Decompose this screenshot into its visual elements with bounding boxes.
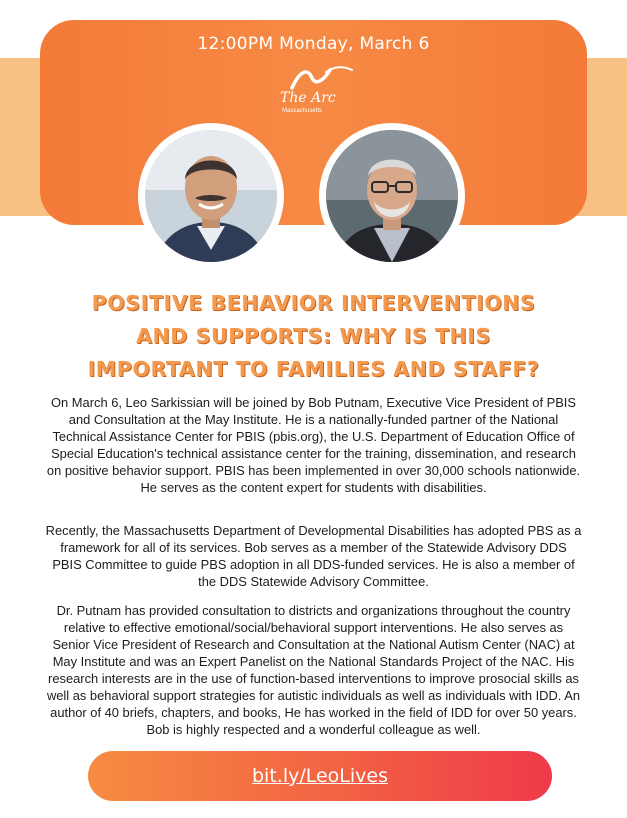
title-line: IMPORTANT TO FAMILIES AND STAFF?: [87, 357, 540, 381]
speaker-photo-leo: [138, 123, 284, 269]
logo-subtitle: Massachusetts: [282, 108, 323, 114]
title-line: AND SUPPORTS: WHY IS THIS: [136, 324, 491, 348]
title-line: POSITIVE BEHAVIOR INTERVENTIONS: [91, 291, 536, 315]
portrait-bob-putnam: [326, 130, 458, 262]
cta-banner[interactable]: [88, 751, 552, 801]
description-paragraph-1: On March 6, Leo Sarkissian will be joined by Bob Putnam, Executive Vice President of PBIS and Consultation at the May Institute. He is a nationally-funded partner of the National Technical Assistance Center for PBIS (pbis.org), the U.S. Department of Education Office of Special Education's technical assistance center for the training, dissemination, and research on positive behavior support. PBIS has been implemented in over 30,000 schools nationwide. He serves as the content expert for students with disabilities.: [46, 395, 581, 495]
event-time: 12:00PM Monday, March 6: [197, 34, 430, 54]
speaker-photo-bob: [319, 123, 465, 269]
portrait-leo-sarkissian: [145, 130, 277, 262]
event-title: [40, 287, 587, 386]
logo-name: The Arc: [280, 90, 336, 106]
arc-swoosh-icon: [286, 64, 356, 92]
the-arc-logo: [276, 64, 366, 124]
description-paragraph-3: Dr. Putnam has provided consultation to districts and organizations throughout the country relative to effective emotional/social/behavioral support interventions. He also serves as Senior Vice President of Research and Consultation at the National Autism Center (NAC) at May Institute and was an Expert Panelist on the National Standards Project of the NAC. His research interests are in the use of function-based interventions to improve prosocial skills as well as behavioral support strategies for autistic individuals as well as individuals with IDD. An author of 40 briefs, chapters, and books, He has worked in the field of IDD for over 50 years. Bob is highly respected and a wonderful colleague as well.: [46, 603, 581, 737]
description-paragraph-2: Recently, the Massachusetts Department of Developmental Disabilities has adopted PBS as a framework for all of its services. Bob serves as a member of the Statewide Advisory DDS PBIS Committee to guide PBS adoption in all DDS-funded services. He is also a member of the DDS Statewide Advisory Committee.: [45, 523, 582, 589]
registration-link[interactable]: bit.ly/LeoLives: [251, 765, 388, 787]
